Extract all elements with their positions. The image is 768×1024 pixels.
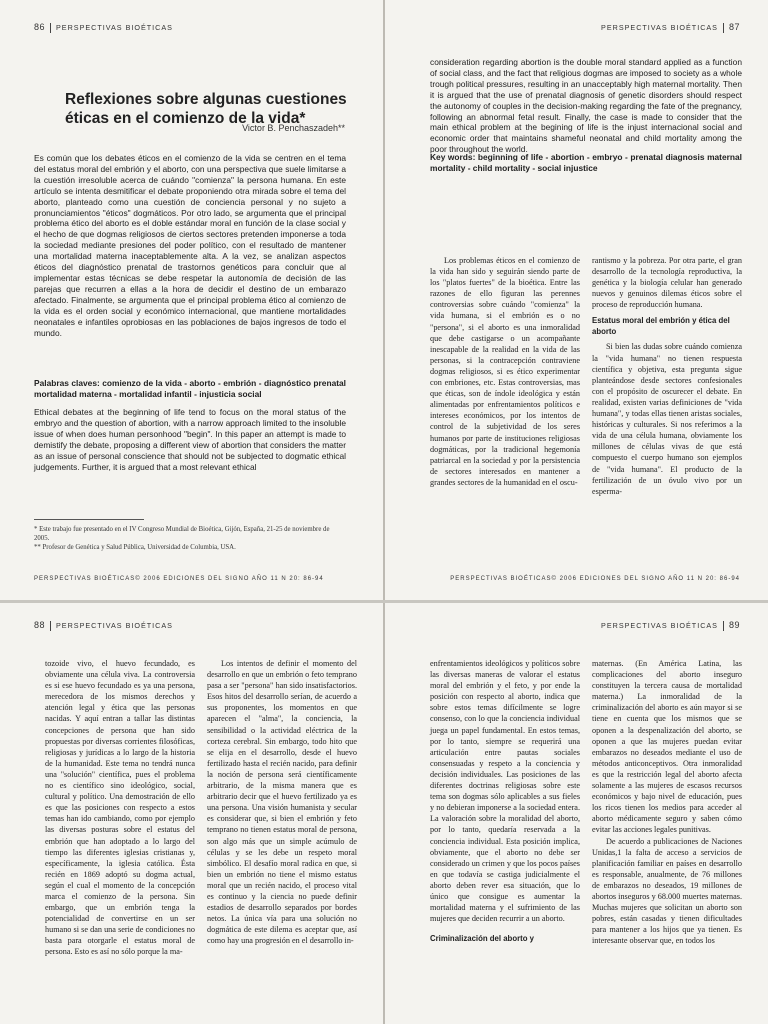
journal-name: PERSPECTIVAS BIOÉTICAS <box>56 23 173 32</box>
footnote-1: * Este trabajo fue presentado en el IV Congreso Mundial de Bioética, Gijón, España, 21-25 de noviembre de 2005. <box>34 526 330 543</box>
body-column-1 <box>430 255 580 488</box>
body-column-1 <box>45 658 195 958</box>
page-89 <box>385 603 768 1024</box>
page-number: 88 <box>34 620 46 630</box>
journal-name: PERSPECTIVAS BIOÉTICAS <box>56 621 173 630</box>
body-column-2 <box>592 658 742 946</box>
header-separator <box>50 621 51 631</box>
body-column-1 <box>430 658 580 949</box>
body-paragraph: Los problemas éticos en el comienzo de la vida han sido y seguirán siendo parte de los "platos fuertes" de la bioética. Entre las razones de ello figuran las perennes controversias sobre cuándo "comienza" la vida humana, si el embrión es o no "persona", si el aborto es una inmoralidad que debe castigarse o un acompañante inescapable de la realidad en la vida de las personas, si la contracepción contraviene dogmas religiosos, si es ético experimentar con embriones, etc. Estas controversias, mas que éticas, son de índole ideológica y están alimentadas por enfrentamientos políticos e intereses económicos, por los intentos de control de la subjetividad de los seres humanos por parte de instituciones religiosas dogmáticas, por la tradicional hegemonía patriarcal en la sociedad y por la persistencia de sectores interesados en mantener a grandes sectores de la humanidad en el oscu- <box>430 256 580 487</box>
body-paragraph: enfrentamientos ideológicos y políticos sobre las diversas maneras de valorar el estatus moral del embrión y el feto, y por ende la posición con respecto al aborto, indica que sobre estos temas difícilmente se logre consenso, con lo que la conciencia individual juega un papel fundamental. En estos temas, por lo tanto, siempre se requerirá una articulación entre pautas sociales consensuadas y respeto a la conciencia y decisión individuales. Las posiciones de las diferentes doctrinas religiosas sobre este tema son dogmas sólo aplicables a sus fieles y no debieran imponerse a la sociedad entera. La valoración sobre la moralidad del aborto, por lo tanto, quedaría reservada a la conciencia individual. Esta posición implica, obviamente, que el aborto no debe ser considerado un crimen y que los pocos países en que todavía se castiga judicialmente el aborto deben rever esa situación, que lo único que consigue es aumentar la mortalidad materna y el sufrimiento de las mujeres que deciden recurrir a un aborto. <box>430 659 580 924</box>
abstract-english-continued: consideration regarding abortion is the double moral standard applied as a function of social class, and the fact that religious dogmas are imposed to society as a whole trough political pressures, resulting in an unacceptably high maternal mortality. Then it is argued that the use of prenatal diagnosis of genetic disorders should respect the autonomy of couples in the decision-making regarding the fate of the pregnancy, following an abnormal fetal result. Finally, the case is made to consider that the main ethical problem at the begining of life is the injust internacional social and economic order that maintains shameful neonatal and child mortality among the poor throughout the world. <box>430 57 742 155</box>
body-paragraph: maternas. (En América Latina, las complicaciones del aborto inseguro constituyen la tercera causa de mortalidad materna.) La inmoralidad de la criminalización del aborto es aún mayor si se tiene en cuenta que los mismos que se oponen a la despenalización del aborto, se oponen a que las mujeres puedan evitar embarazos no deseados mediante el uso de métodos anticonceptivos. Otra inmoralidad es que la restricción legal del aborto afecta solamente a las mujeres de escasos recursos económicos y bajo nivel de educación, pues los ricos tienen los medios para acceder al aborto médicamente seguro y saben cómo evitar las acciones legales punitivas. <box>592 659 742 835</box>
article-author: Victor B. Penchaszadeh** <box>242 123 345 133</box>
abstract-spanish: Es común que los debates éticos en el comienzo de la vida se centren en el tema del estatus moral del embrión y el aborto, con una perspectiva que suele limitarse a la cuestión irresoluble acerca de cuándo "comienza" la persona humana. En este artículo se intenta desmitificar el debate proponiendo otra mirada sobre el tema del aborto, planteado como una cuestión de conciencia personal y no sujeto a pronunciamientos "éticos" dogmáticos. Por otro lado, se argumenta que el principal problema ético del aborto es el doble estándar moral en función de la clase social y el hecho de que dogmas religiosos de ciertos sectores pretenden imponerse a toda la sociedad mediante presiones del poder político, con el resultado de mantener una mortalidad materna inaceptablemente alta. A la vez, se analizan aspectos éticos del diagnóstico prenatal de trastornos genéticos para concluir que al implementar estas técnicas se debe respetar la autonomía de decisión de las parejas que recurren a ellas a la hora de decidir el destino de un embarazo afectado. Finalmente, se argumenta que el principal problema ético al comienzo de la vida es el orden social y económico internacional, que mantiene mortalidades neonatales e infantiles oprobiosas en las poblaciones de bajos ingresos de todo el mundo. <box>34 153 346 338</box>
article-title: Reflexiones sobre algunas cuestiones éticas en el comienzo de la vida* <box>65 91 347 128</box>
page-number: 86 <box>34 22 46 32</box>
header-separator <box>50 23 51 33</box>
page-number: 87 <box>728 22 740 32</box>
running-header <box>34 620 173 631</box>
abstract-english: Ethical debates at the beginning of life tend to focus on the moral status of the embryo and the question of abortion, with a narrow approach limited to the insoluble issue of when does human personhood "begin". In this paper an attempt is made to demistify the debate, proposing a different view of abortion that considers the matter as an issue of personal conscience that should not be subjected to dogmatic ethical judgements. Further, it is argued that a most relevant ethical <box>34 407 346 472</box>
footnote-2: ** Profesor de Genética y Salud Pública, Universidad de Columbia, USA. <box>34 544 236 552</box>
running-header <box>601 22 740 33</box>
keywords-english: Key words: beginning of life - abortion - embryo - prenatal diagnosis maternal mortality - child mortality - social injustice <box>430 152 742 173</box>
body-paragraph: Si bien las dudas sobre cuándo comienza la "vida humana" no tienen respuesta científica y objetiva, esta pregunta sigue planteándose desde sectores confesionales con el propósito de oscurecer el debate. En realidad, existen varias definiciones de "vida humana", y todas ellas tienen aristas sociales, históricas y culturales. Si nos referimos a la vida de una célula humana, obviamente los millones de células vivas de que está compuesto el cuerpo humano son ejemplos de "vida humana". El producto de la fertilización de un óvulo vivo por un esperma- <box>592 342 742 496</box>
footnote-rule <box>34 519 144 520</box>
header-separator <box>723 23 724 33</box>
page-number: 89 <box>728 620 740 630</box>
running-header <box>601 620 740 631</box>
journal-name: PERSPECTIVAS BIOÉTICAS <box>601 621 718 630</box>
page-86 <box>0 0 383 600</box>
page-87 <box>385 0 768 600</box>
footnotes <box>34 525 346 553</box>
journal-name: PERSPECTIVAS BIOÉTICAS <box>601 23 718 32</box>
body-column-2 <box>207 658 357 946</box>
body-paragraph: Los intentos de definir el momento del desarrollo en que un embrión o feto temprano pasa a ser "persona" han sido insatisfactorios. Esos hitos del desarrollo serían, de acuerdo a sus proponentes, los momentos en que aparecen el "alma", la conciencia, la sensibilidad o la actividad eléctrica de la corteza cerebral. Sin embargo, todo hito que se elija en el desarrollo, desde el huevo fertilizado hasta el recién nacido, para definir la noción de persona será científicamente arbitrario, de la misma manera que es arbitrario decir que el huevo fertilizado ya es una persona. Una visión humanista y secular es considerar que, si bien el embrión y feto temprano no tienen estatus moral de persona, son algo más que un simple acúmulo de células y se les debe un respeto moral simbólico. El desafío moral radica en que, si bien un embrión no tiene el mismo estatus moral que un recién nacido, el proceso vital es continuo y la ciencia no puede definir estadios de desarrollo separados por bordes netos. La única vía para una solución no dogmática de este dilema es aceptar que, así como hay una progresión en el desarrollo in- <box>207 659 357 946</box>
page-footer: PERSPECTIVAS BIOÉTICAS© 2006 EDICIONES DEL SIGNO AÑO 11 N 20: 86-94 <box>450 576 740 582</box>
body-paragraph: tozoide vivo, el huevo fecundado, es obviamente una célula viva. La controversia es si ese huevo fecundado es ya una persona, merecedora de los mismos derechos y atención legal y ética que las personas nacidas. Y aquí entran a tallar las distintas concepciones de persona que han sido propuestas por diversas corrientes filosóficas, religiosas y jurídicas a lo largo de la historia de la humanidad. Este tema no tendrá nunca una "solución" científica, pues el problema no es científico sino ideológico, social, cultural y político. Una demostración de ello es que las posiciones con respecto a estos temas han ido cambiando, como por ejemplo las diversas posturas sobre el estatus del embrión que han adoptado a lo largo del tiempo las diferentes iglesias cristianas y, específicamente, la iglesia católica. Ésta recién en 1869 adoptó su dogma actual, según el cual el momento de la concepción marca el comienzo de la persona. Sin embargo, que un embrión tenga la potencialidad de convertirse en un ser humano si se dan una serie de condiciones no basta para otorgarle el estatus moral de persona. Esto es así no sólo porque la ma- <box>45 659 195 957</box>
page-88 <box>0 603 383 1024</box>
header-separator <box>723 621 724 631</box>
running-header <box>34 22 173 33</box>
section-heading: Estatus moral del embrión y ética del aborto <box>592 316 730 336</box>
keywords-spanish: Palabras claves: comienzo de la vida - aborto - embrión - diagnóstico prenatal mortalidad materna - mortalidad infantil - injusticia social <box>34 378 346 399</box>
page-footer: PERSPECTIVAS BIOÉTICAS© 2006 EDICIONES DEL SIGNO AÑO 11 N 20: 86-94 <box>34 576 324 582</box>
section-heading: Criminalización del aborto y <box>430 934 534 944</box>
body-paragraph: De acuerdo a publicaciones de Naciones Unidas,1 la falta de acceso a servicios de planificación familiar en países en desarrollo es responsable, anualmente, de 76 millones de embarazos no deseados, 19 millones de abortos inseguros y 68.000 muertes maternas. Muchas mujeres que solicitan un aborto son pobres, están casadas y tienen dificultades para mantener a los hijos que ya tienen. Es interesante observar que, en todos los <box>592 836 742 946</box>
body-column-2 <box>592 255 742 497</box>
body-paragraph: rantismo y la pobreza. Por otra parte, el gran desarrollo de la tecnología reproductiva, la genética y la biología celular han generado nuevos y genuinos dilemas éticos sobre el proceso de reproducción humana. <box>592 256 742 310</box>
